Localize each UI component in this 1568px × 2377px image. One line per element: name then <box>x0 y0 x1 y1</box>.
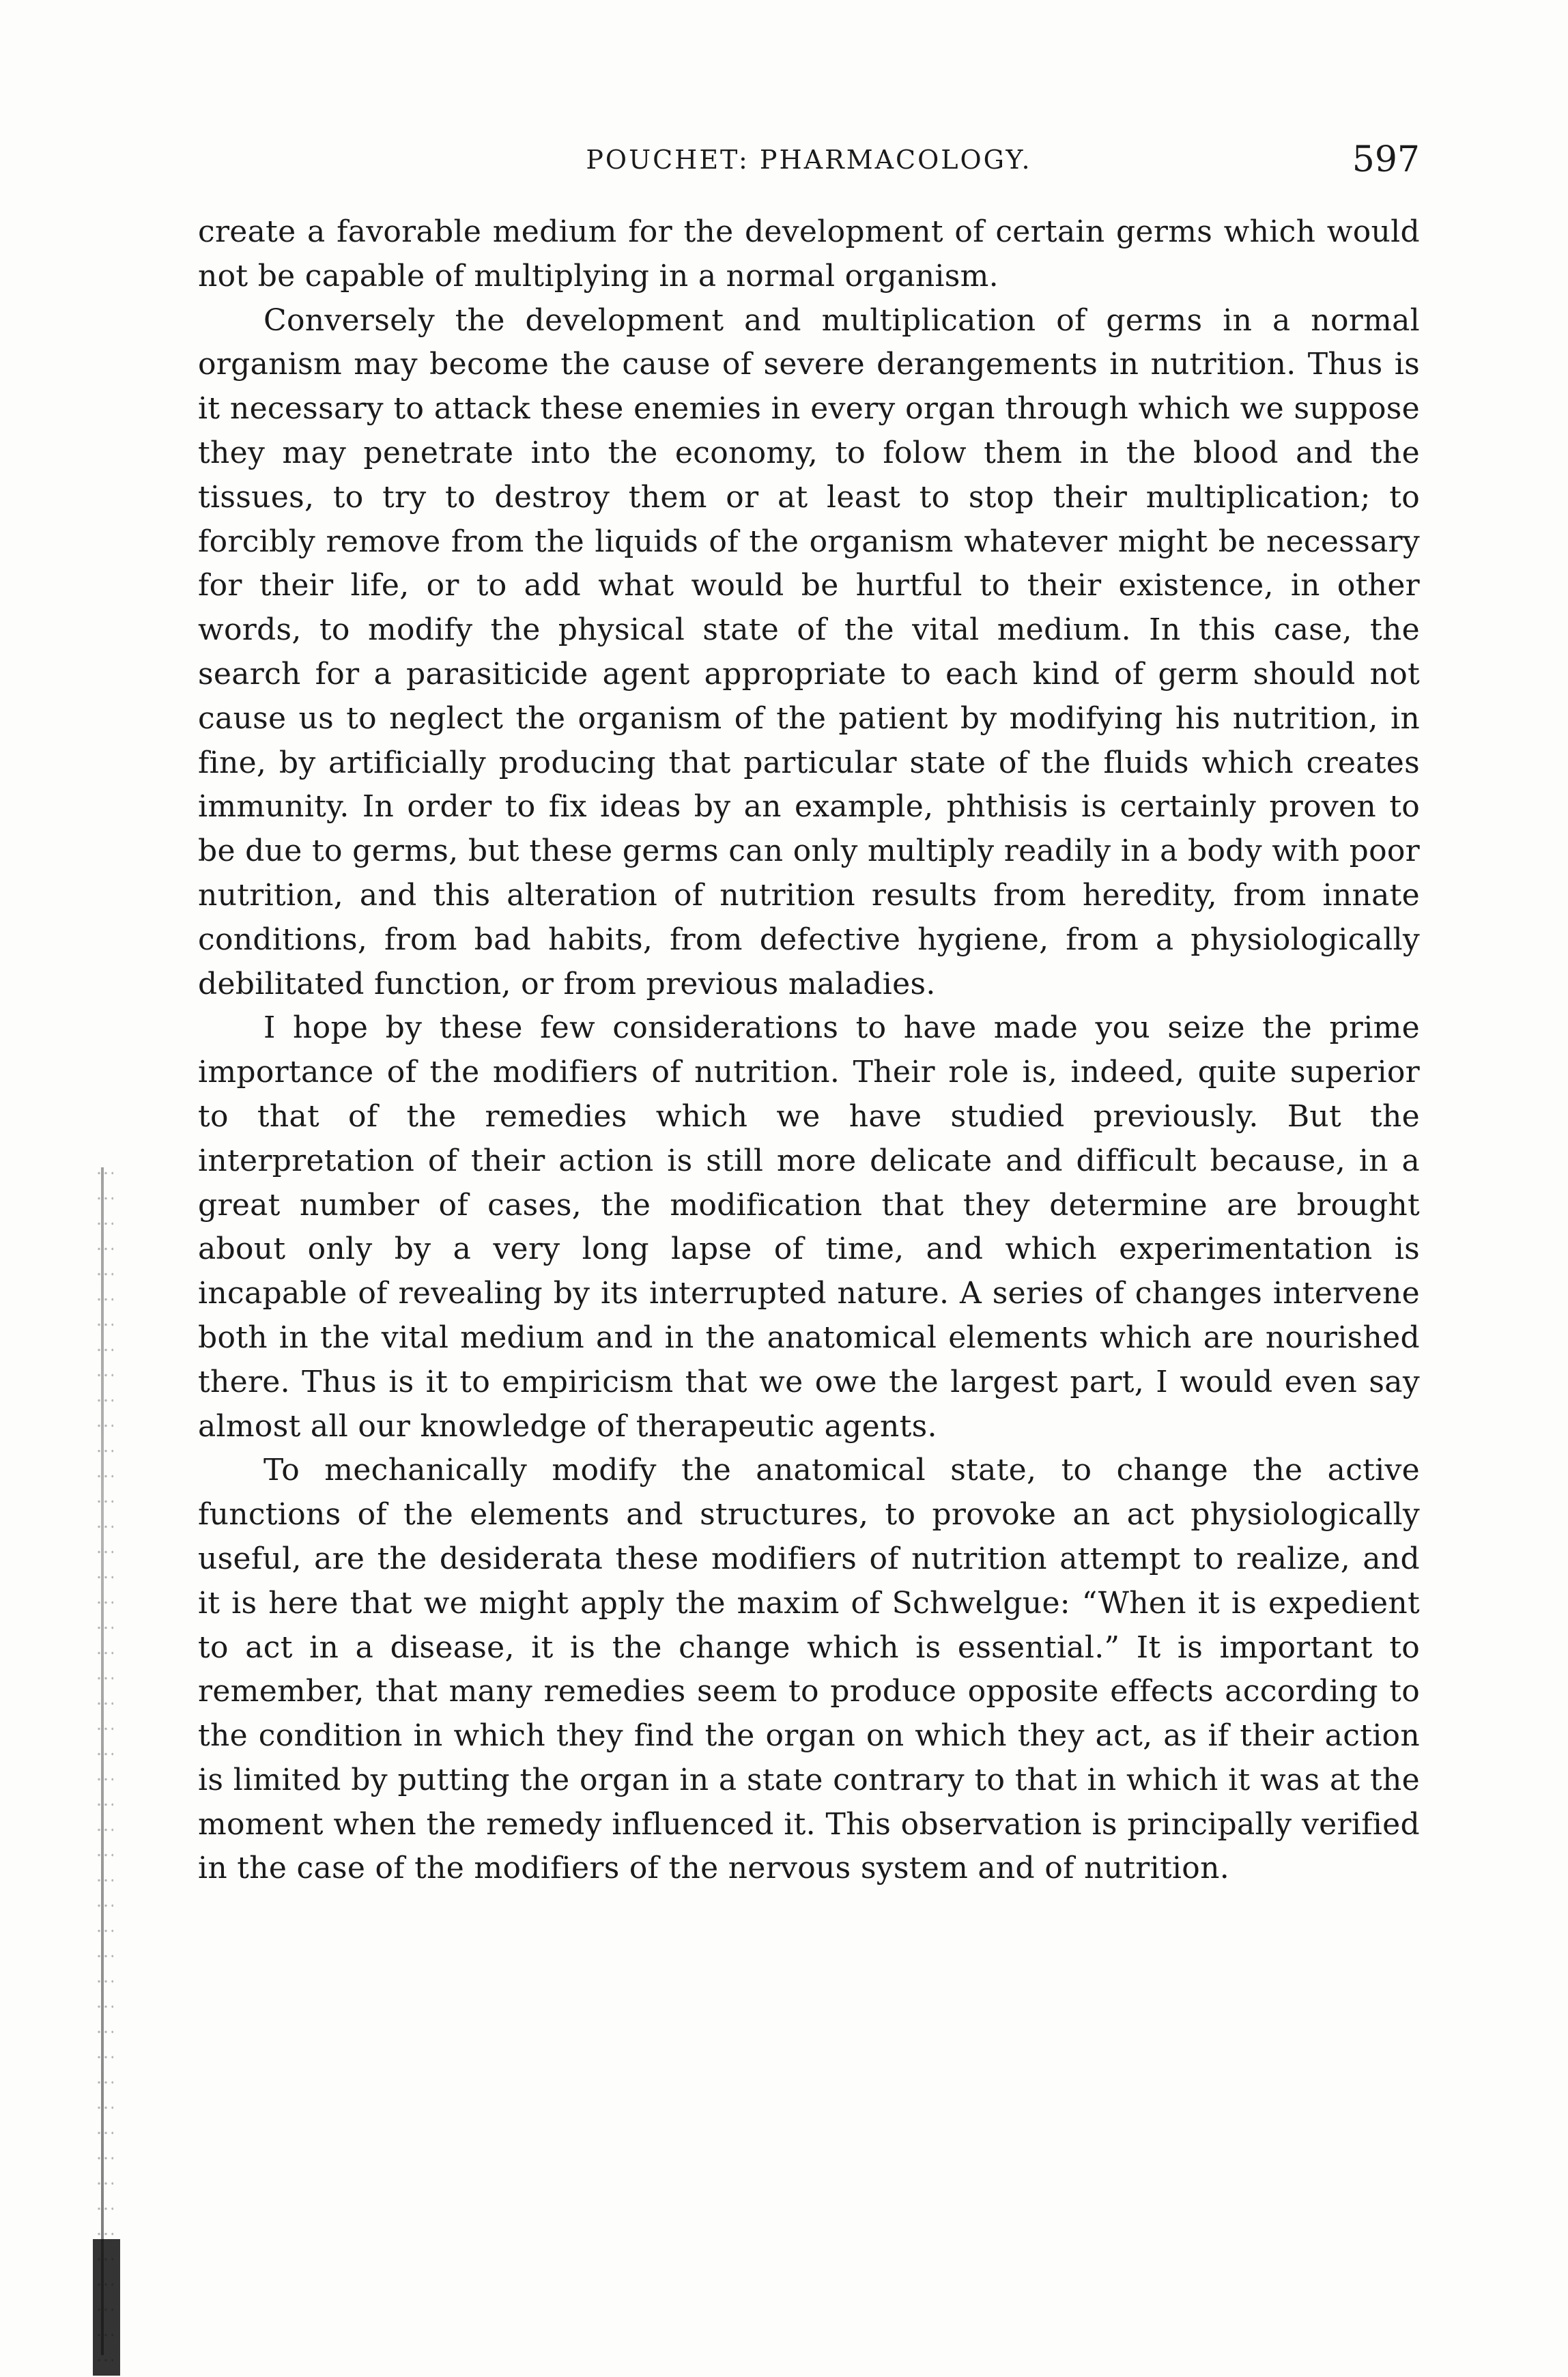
page-number: 597 <box>1352 139 1420 180</box>
paragraph-mechanically-modify: To mechanically modify the anatomical state, to change the active functions of the elements and structures, to provoke an act physiologically useful, are the desiderata these modifiers of nutrition attempt to realize, and it is here that we might apply the maxim of Schwelgue: “When it is expedient to act in a disease, it is the change which is essential.” It is important to remember, that many remedies seem to produce opposite effects according to the condition in which they find the organ on which they act, as if their action is limited by putting the organ in a state contrary to that in which it was at the moment when the remedy influenced it. This observation is principally verified in the case of the modifiers of the nervous system and of nutrition. <box>198 1453 1420 1886</box>
body-text <box>198 210 1420 1891</box>
paragraph-continued: create a favorable medium for the development of certain germs which would not be capable of multiplying in a normal organism. <box>198 214 1420 294</box>
binding-margin-specks <box>96 1161 113 2362</box>
paragraph-conversely: Conversely the development and multiplication of germs in a normal organism may become the cause of severe derangements in nutrition. Thus is it necessary to attack these enemies in every organ through which we suppose they may penetrate into the economy, to folow them in the blood and the tissues, to try to destroy them or at least to stop their multiplication; to forcibly remove from the liquids of the organism whatever might be necessary for their life, or to add what would be hurtful to their existence, in other words, to modify the physical state of the vital medium. In this case, the search for a parasiticide agent appropriate to each kind of germ should not cause us to neglect the organism of the patient by modifying his nutrition, in fine, by artificially producing that particular state of the fluids which creates immunity. In order to fix ideas by an example, phthisis is certainly proven to be due to germs, but these germs can only multiply readily in a body with poor nutrition, and this alteration of nutrition results from heredity, from innate conditions, from bad habits, from defective hygiene, from a physiologically debilitated function, or from previous maladies. <box>198 302 1420 1001</box>
page-header <box>198 137 1420 184</box>
running-head: POUCHET: PHARMACOLOGY. <box>586 145 1032 175</box>
binding-margin-blot <box>93 2239 120 2376</box>
paragraph-modifiers-of-nutrition: I hope by these few considerations to have made you seize the prime importance of the modifiers of nutrition. Their role is, indeed, quite superior to that of the remedies which we have studied previously. But the interpretation of their action is still more delicate and difficult because, in a great number of cases, the modification that they determine are brought about only by a very long lapse of time, and which experimentation is incapable of revealing by its interrupted nature. A series of changes intervene both in the vital medium and in the anatomical elements which are nourished there. Thus is it to empiricism that we owe the largest part, I would even say almost all our knowledge of therapeutic agents. <box>198 1010 1420 1444</box>
